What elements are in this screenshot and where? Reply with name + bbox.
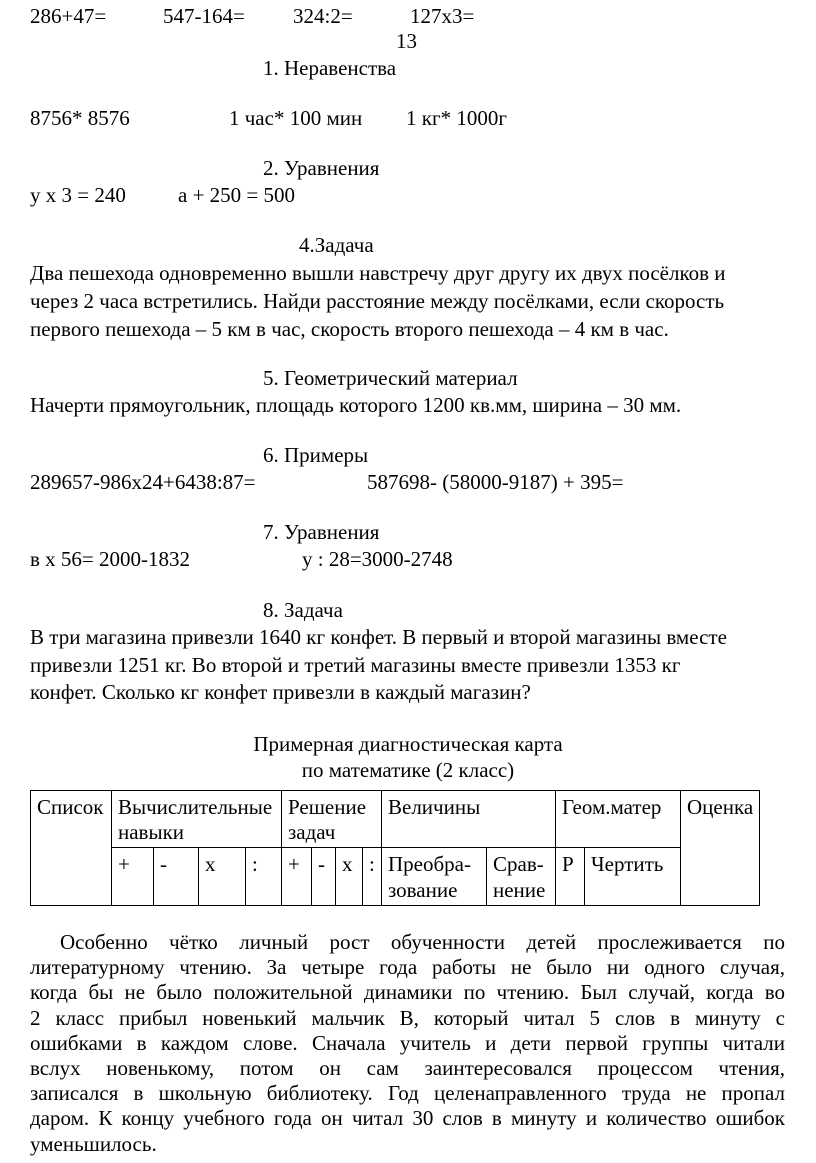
paragraph-line: Особенно чётко личный рост обученности детей прослеживается по (60, 930, 785, 954)
inequality-item: 1 кг* 1000г (406, 106, 507, 130)
header-expression-3: 324:2= (293, 4, 353, 28)
reading-paragraph (30, 930, 785, 1157)
operation-cell: : (246, 848, 282, 905)
paragraph-line: литературному чтению. За четыре года работы не было ни одного случая, (30, 955, 785, 980)
header-expression-4: 127х3= (410, 4, 475, 28)
subcell-text: нение (493, 877, 546, 902)
header-cell-problems (282, 791, 382, 848)
paragraph-line: 2 класс прибыл новенький мальчик В, который читал 5 слов в минуту с (30, 1005, 785, 1030)
problem-line: первого пешехода – 5 км в час, скорость второго пешехода – 4 км в час. (30, 317, 669, 341)
header-expression-1: 286+47= (30, 4, 107, 28)
header-cell-text: Вычислительные (118, 795, 273, 819)
operation-cell: : (363, 848, 382, 905)
example-item: 289657-986х24+6438:87= (30, 470, 256, 494)
paragraph-line: записался в школьную библиотеку. Год целенаправленного труда не пропал (30, 1081, 785, 1106)
header-expression-2: 547-164= (163, 4, 245, 28)
section-8-title: 8. Задача (263, 598, 343, 622)
problem-line: Два пешехода одновременно вышли навстречу друг другу их двух посёлков и (30, 261, 726, 285)
equation-item: в х 56= 2000-1832 (30, 547, 191, 571)
inequality-item: 8756* 8576 (30, 106, 130, 130)
section-1-title: 1. Неравенства (263, 56, 397, 80)
section-7-title: 7. Уравнения (263, 520, 380, 544)
paragraph-line: вслух новенькому, потом он сам заинтересовался процессом чтения, (30, 1055, 785, 1080)
geometry-subcell: Чертить (585, 848, 681, 905)
card-subtitle: по математике (2 класс) (301, 758, 515, 782)
problem-line: привезли 1251 кг. Во второй и третий магазины вместе привезли 1353 кг (30, 653, 681, 677)
quantity-subcell (382, 848, 487, 905)
table-subheader-row (31, 848, 760, 905)
section-6-title: 6. Примеры (263, 443, 369, 467)
equation-item: а + 250 = 500 (178, 183, 296, 207)
operation-cell: + (282, 848, 312, 905)
section-2-title: 2. Уравнения (263, 156, 380, 180)
page-number: 13 (396, 29, 417, 53)
header-cell-text: Решение (288, 795, 367, 819)
table-header-row (31, 791, 760, 848)
header-cell-quantities: Величины (382, 791, 556, 848)
equation-item: у : 28=3000-2748 (302, 547, 453, 571)
geometry-task: Начерти прямоугольник, площадь которого 1200 кв.мм, ширина – 30 мм. (30, 393, 682, 417)
header-cell-list: Список (31, 791, 112, 906)
equation-item: у х 3 = 240 (30, 183, 126, 207)
operation-cell: х (199, 848, 246, 905)
header-cell-computing (112, 791, 282, 848)
paragraph-line: ошибками в каждом слове. Сначала учитель и дети первой группы читали (30, 1030, 785, 1055)
paragraph-line: уменьшилось. (30, 1131, 157, 1156)
section-5-title: 5. Геометрический материал (263, 366, 518, 390)
paragraph-line: когда бы не было положительной динамики по чтению. Был случай, когда во (30, 980, 785, 1005)
section-4-title: 4.Задача (299, 233, 374, 257)
header-cell-text: задач (288, 820, 336, 845)
subcell-text: Срав- (493, 852, 544, 877)
header-cell-text: навыки (118, 820, 185, 845)
operation-cell: + (112, 848, 154, 905)
problem-line: В три магазина привезли 1640 кг конфет. В первый и второй магазины вместе (30, 625, 727, 649)
problem-line: через 2 часа встретились. Найди расстояние между посёлками, если скорость (30, 289, 725, 313)
diagnostic-table (30, 790, 760, 906)
problem-line: конфет. Сколько кг конфет привезли в каждый магазин? (30, 680, 531, 704)
operation-cell: х (336, 848, 363, 905)
card-title: Примерная диагностическая карта (253, 732, 563, 756)
header-cell-geometry: Геом.матер (556, 791, 681, 848)
geometry-subcell: Р (556, 848, 585, 905)
operation-cell: - (154, 848, 199, 905)
example-item: 587698- (58000-9187) + 395= (367, 470, 624, 494)
subcell-text: зование (388, 877, 458, 902)
inequality-item: 1 час* 100 мин (229, 106, 363, 130)
operation-cell: - (312, 848, 336, 905)
header-cell-grade: Оценка (681, 791, 760, 906)
quantity-subcell (487, 848, 556, 905)
paragraph-line: даром. К концу учебного года он читал 30 слов в минуту и количество ошибок (30, 1106, 785, 1131)
subcell-text: Преобра- (388, 852, 471, 877)
